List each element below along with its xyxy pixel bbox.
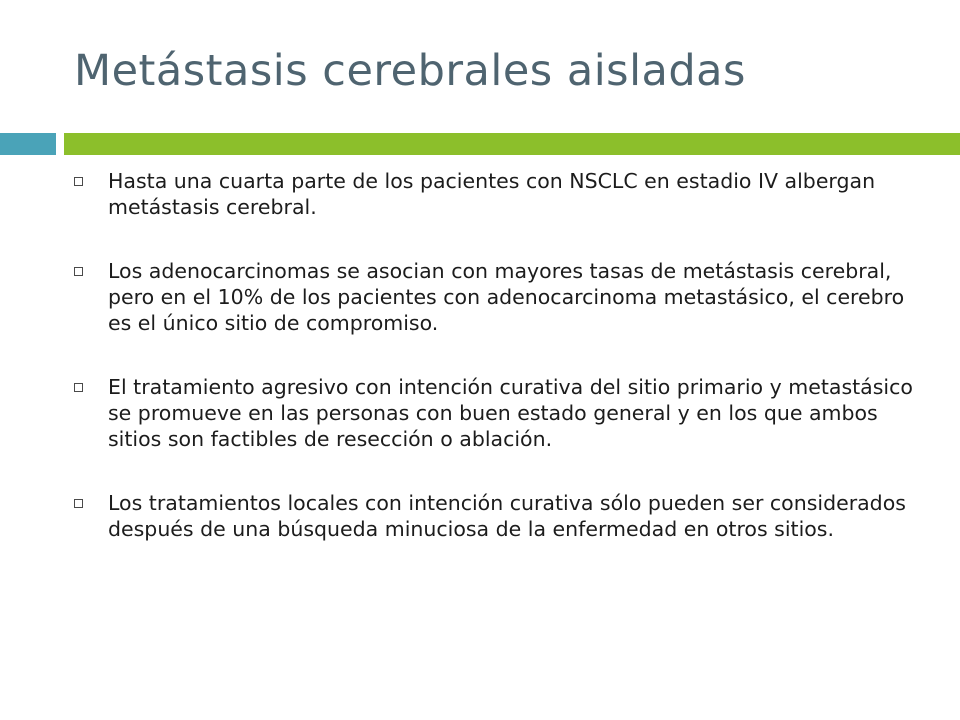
square-bullet-icon <box>74 177 83 186</box>
accent-bar-left <box>0 133 56 155</box>
bullet-text: Los tratamientos locales con intención curativa sólo pueden ser considerados después de una búsqueda minuciosa de la enfermedad en otros sitios. <box>108 491 906 541</box>
slide-title: Metástasis cerebrales aisladas <box>74 46 746 96</box>
bullet-text: Hasta una cuarta parte de los pacientes con NSCLC en estadio IV albergan metástasis cerebral. <box>108 169 876 219</box>
square-bullet-icon <box>74 499 83 508</box>
bullet-item <box>70 374 930 452</box>
bullet-item <box>70 168 930 220</box>
bullet-item <box>70 490 930 542</box>
bullet-text: Los adenocarcinomas se asocian con mayores tasas de metástasis cerebral, pero en el 10% de los pacientes con adenocarcinoma metastásico, el cerebro es el único sitio de compromiso. <box>108 259 905 335</box>
bullet-text: El tratamiento agresivo con intención curativa del sitio primario y metastásico se promueve en las personas con buen estado general y en los que ambos sitios son factibles de resección o ablación. <box>108 375 913 451</box>
square-bullet-icon <box>74 267 83 276</box>
bullet-list <box>70 168 930 580</box>
accent-bar-right <box>64 133 960 155</box>
bullet-item <box>70 258 930 336</box>
square-bullet-icon <box>74 383 83 392</box>
